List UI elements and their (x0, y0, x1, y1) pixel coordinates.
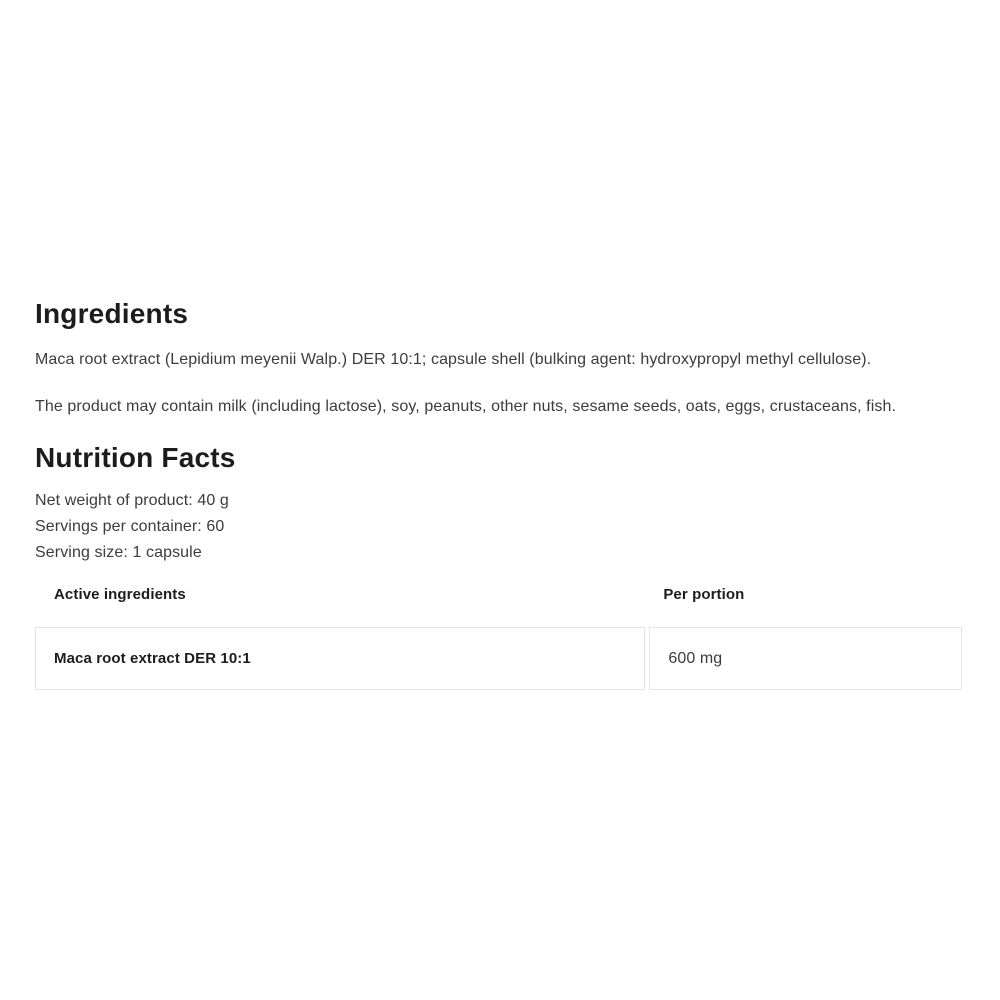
nutrition-facts-heading: Nutrition Facts (35, 442, 236, 473)
column-header-active-ingredients: Active ingredients (54, 586, 186, 603)
column-header-per-portion: Per portion (663, 586, 745, 603)
servings-per-container-line: Servings per container: 60 (35, 518, 225, 535)
table-header-row (35, 582, 962, 608)
ingredient-name-cell: Maca root extract DER 10:1 (35, 627, 645, 690)
net-weight-line: Net weight of product: 40 g (35, 492, 229, 509)
allergen-notice-text: The product may contain milk (including lactose), soy, peanuts, other nuts, sesame seeds, oats, eggs, crustaceans, fish. (35, 398, 897, 415)
ingredients-heading: Ingredients (35, 298, 189, 329)
serving-size-line: Serving size: 1 capsule (35, 544, 202, 561)
ingredient-amount-cell: 600 mg (649, 627, 962, 690)
serving-details (35, 488, 962, 566)
active-ingredients-table (35, 582, 962, 690)
ingredients-composition-text: Maca root extract (Lepidium meyenii Walp.) DER 10:1; capsule shell (bulking agent: hydroxypropyl methyl cellulose). (35, 351, 872, 368)
table-row (35, 627, 962, 690)
